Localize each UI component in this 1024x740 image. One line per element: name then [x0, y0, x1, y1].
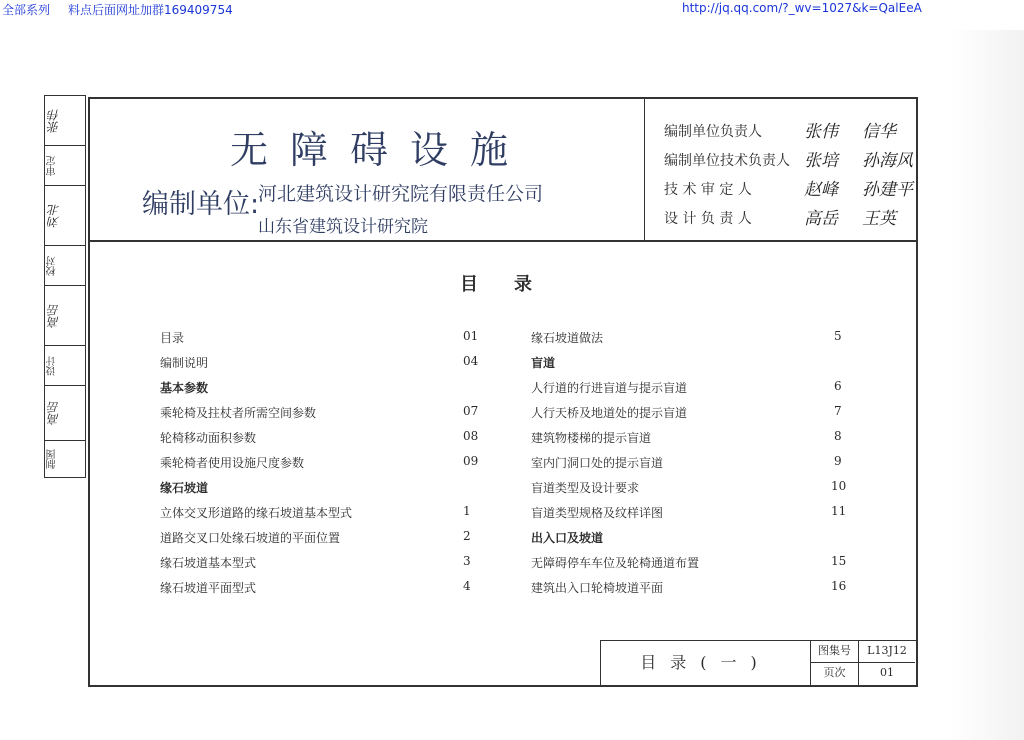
toc-item-page: 08 — [463, 429, 479, 443]
toc-item-title: 乘轮椅及拄杖者所需空间参数 — [160, 406, 317, 420]
strip-signature: 张伟 — [47, 109, 61, 133]
toc-item-page: 9 — [834, 454, 842, 468]
sheet-title-block — [600, 640, 916, 685]
strip-cell-check — [45, 246, 85, 286]
toc-item-title: 人行天桥及地道处的提示盲道 — [531, 406, 688, 420]
toc-item-page: 1 — [463, 504, 471, 518]
toc-item[interactable] — [531, 379, 851, 401]
toc-item-page: 4 — [463, 579, 471, 593]
page-edge — [950, 30, 1024, 740]
toc-item-title: 建筑物楼梯的提示盲道 — [531, 431, 652, 445]
signature: 赵峰 — [804, 180, 838, 200]
page-number: 01 — [880, 666, 894, 679]
toc-section-title: 盲道 — [531, 356, 556, 370]
toc-item-page: 6 — [834, 379, 842, 393]
toc-item[interactable] — [160, 579, 470, 601]
toc-section — [160, 479, 470, 501]
toc-item[interactable] — [531, 479, 851, 501]
toc-item-title: 编制说明 — [160, 356, 209, 370]
toc-item[interactable] — [160, 454, 479, 476]
strip-cell-drawing — [45, 441, 85, 477]
strip-cell-check-sig — [45, 286, 85, 346]
signature: 信华 — [862, 122, 896, 142]
role-label: 技 术 审 定 人 — [664, 182, 752, 198]
toc-section-title: 出入口及坡道 — [531, 531, 604, 545]
strip-signature: 高岳 — [47, 304, 61, 328]
page-title: 无障碍设施 — [230, 128, 531, 172]
toc-item[interactable] — [160, 529, 470, 551]
toc-item-title: 无障碍停车车位及轮椅通道布置 — [531, 556, 700, 570]
toc-item-page: 3 — [463, 554, 471, 568]
toc-item-page: 16 — [831, 579, 847, 593]
group-notice-link[interactable]: 料点后面网址加群169409754 — [68, 3, 233, 17]
strip-cell-design-sig — [45, 386, 85, 441]
org-name-1: 河北建筑设计研究院有限责任公司 — [258, 183, 544, 205]
org-name-2: 山东省建筑设计研究院 — [258, 217, 428, 237]
toc-item-title: 缘石坡道基本型式 — [160, 556, 257, 570]
signature-strip — [44, 95, 86, 478]
top-banner — [0, 0, 1024, 18]
atlas-label: 图集号 — [811, 641, 859, 663]
strip-label: 审定 — [47, 156, 58, 176]
toc-item-title: 乘轮椅者使用设施尺度参数 — [160, 456, 305, 470]
toc-section — [531, 529, 851, 551]
toc-item-title: 缘石坡道平面型式 — [160, 581, 257, 595]
title-divider — [644, 99, 645, 240]
toc-item[interactable] — [531, 454, 851, 476]
strip-label: 设计 — [47, 356, 58, 376]
toc-section-title: 缘石坡道 — [160, 481, 209, 495]
strip-cell-design — [45, 346, 85, 386]
strip-cell-review-sig — [45, 186, 85, 246]
toc-item-title: 道路交叉口处缘石坡道的平面位置 — [160, 531, 341, 545]
toc-item-title: 盲道类型规格及纹样详图 — [531, 506, 664, 520]
toc-item-title: 盲道类型及设计要求 — [531, 481, 640, 495]
toc-item[interactable] — [160, 329, 479, 351]
toc-item[interactable] — [160, 404, 479, 426]
toc-item-page: 10 — [831, 479, 847, 493]
toc-item-page: 15 — [831, 554, 847, 568]
toc-section-title: 基本参数 — [160, 381, 209, 395]
toc-item-page: 8 — [834, 429, 842, 443]
toc-item-page: 7 — [834, 404, 842, 418]
toc-item-page: 11 — [831, 504, 847, 518]
toc-item-page: 04 — [463, 354, 479, 368]
toc-item-page: 5 — [834, 329, 842, 343]
signature: 孙海风 — [862, 151, 913, 171]
toc-item-page: 2 — [463, 529, 471, 543]
toc-item-title: 目录 — [160, 331, 185, 345]
toc-item[interactable] — [531, 504, 851, 526]
toc-item-title: 立体交叉形道路的缘石坡道基本型式 — [160, 506, 353, 520]
toc-heading: 目录 — [460, 274, 568, 295]
signature: 张伟 — [804, 122, 838, 142]
page-label: 页次 — [811, 663, 859, 685]
toc-item-title: 缘石坡道做法 — [531, 331, 604, 345]
toc-item[interactable] — [531, 429, 851, 451]
role-label: 编制单位技术负责人 — [664, 153, 790, 169]
toc-item[interactable] — [160, 504, 470, 526]
toc-item-title: 人行道的行进盲道与提示盲道 — [531, 381, 688, 395]
toc-section — [160, 379, 470, 401]
title-block — [90, 99, 916, 242]
toc-item[interactable] — [160, 354, 479, 376]
toc-item-page: 09 — [463, 454, 479, 468]
toc-item[interactable] — [531, 404, 851, 426]
toc-item[interactable] — [531, 579, 851, 601]
sheet-title: 目录(一) — [601, 641, 811, 685]
qq-group-link[interactable]: http://jq.qq.com/?_wv=1027&k=QalEeA — [682, 1, 922, 15]
series-link[interactable]: 全部系列 — [2, 3, 51, 17]
strip-signature: 刘北 — [47, 204, 61, 228]
strip-cell-approve — [45, 146, 85, 186]
drawing-frame — [88, 97, 918, 687]
toc-item[interactable] — [160, 429, 479, 451]
signature: 高岳 — [804, 209, 838, 229]
strip-label: 校对 — [47, 256, 58, 276]
strip-signature: 高岳 — [47, 401, 61, 426]
role-label: 设 计 负 责 人 — [664, 211, 752, 227]
org-label: 编制单位: — [142, 189, 260, 220]
signature: 王英 — [862, 209, 896, 229]
role-label: 编制单位负责人 — [664, 124, 762, 140]
role-row — [664, 208, 914, 238]
toc-item-page: 07 — [463, 404, 479, 418]
strip-cell-approve-sig — [45, 96, 85, 146]
toc-item-title: 室内门洞口处的提示盲道 — [531, 456, 664, 470]
toc-section — [531, 354, 851, 376]
signature: 孙建平 — [862, 180, 913, 200]
toc-item-page: 01 — [463, 329, 479, 343]
strip-label: 制图 — [47, 449, 58, 469]
toc-item[interactable] — [531, 329, 851, 351]
toc-item-title: 建筑出入口轮椅坡道平面 — [531, 581, 664, 595]
toc-item[interactable] — [160, 554, 470, 576]
toc-item[interactable] — [531, 554, 851, 576]
atlas-number: L13J12 — [859, 641, 915, 663]
toc-item-title: 轮椅移动面积参数 — [160, 431, 257, 445]
signature: 张培 — [804, 151, 838, 171]
